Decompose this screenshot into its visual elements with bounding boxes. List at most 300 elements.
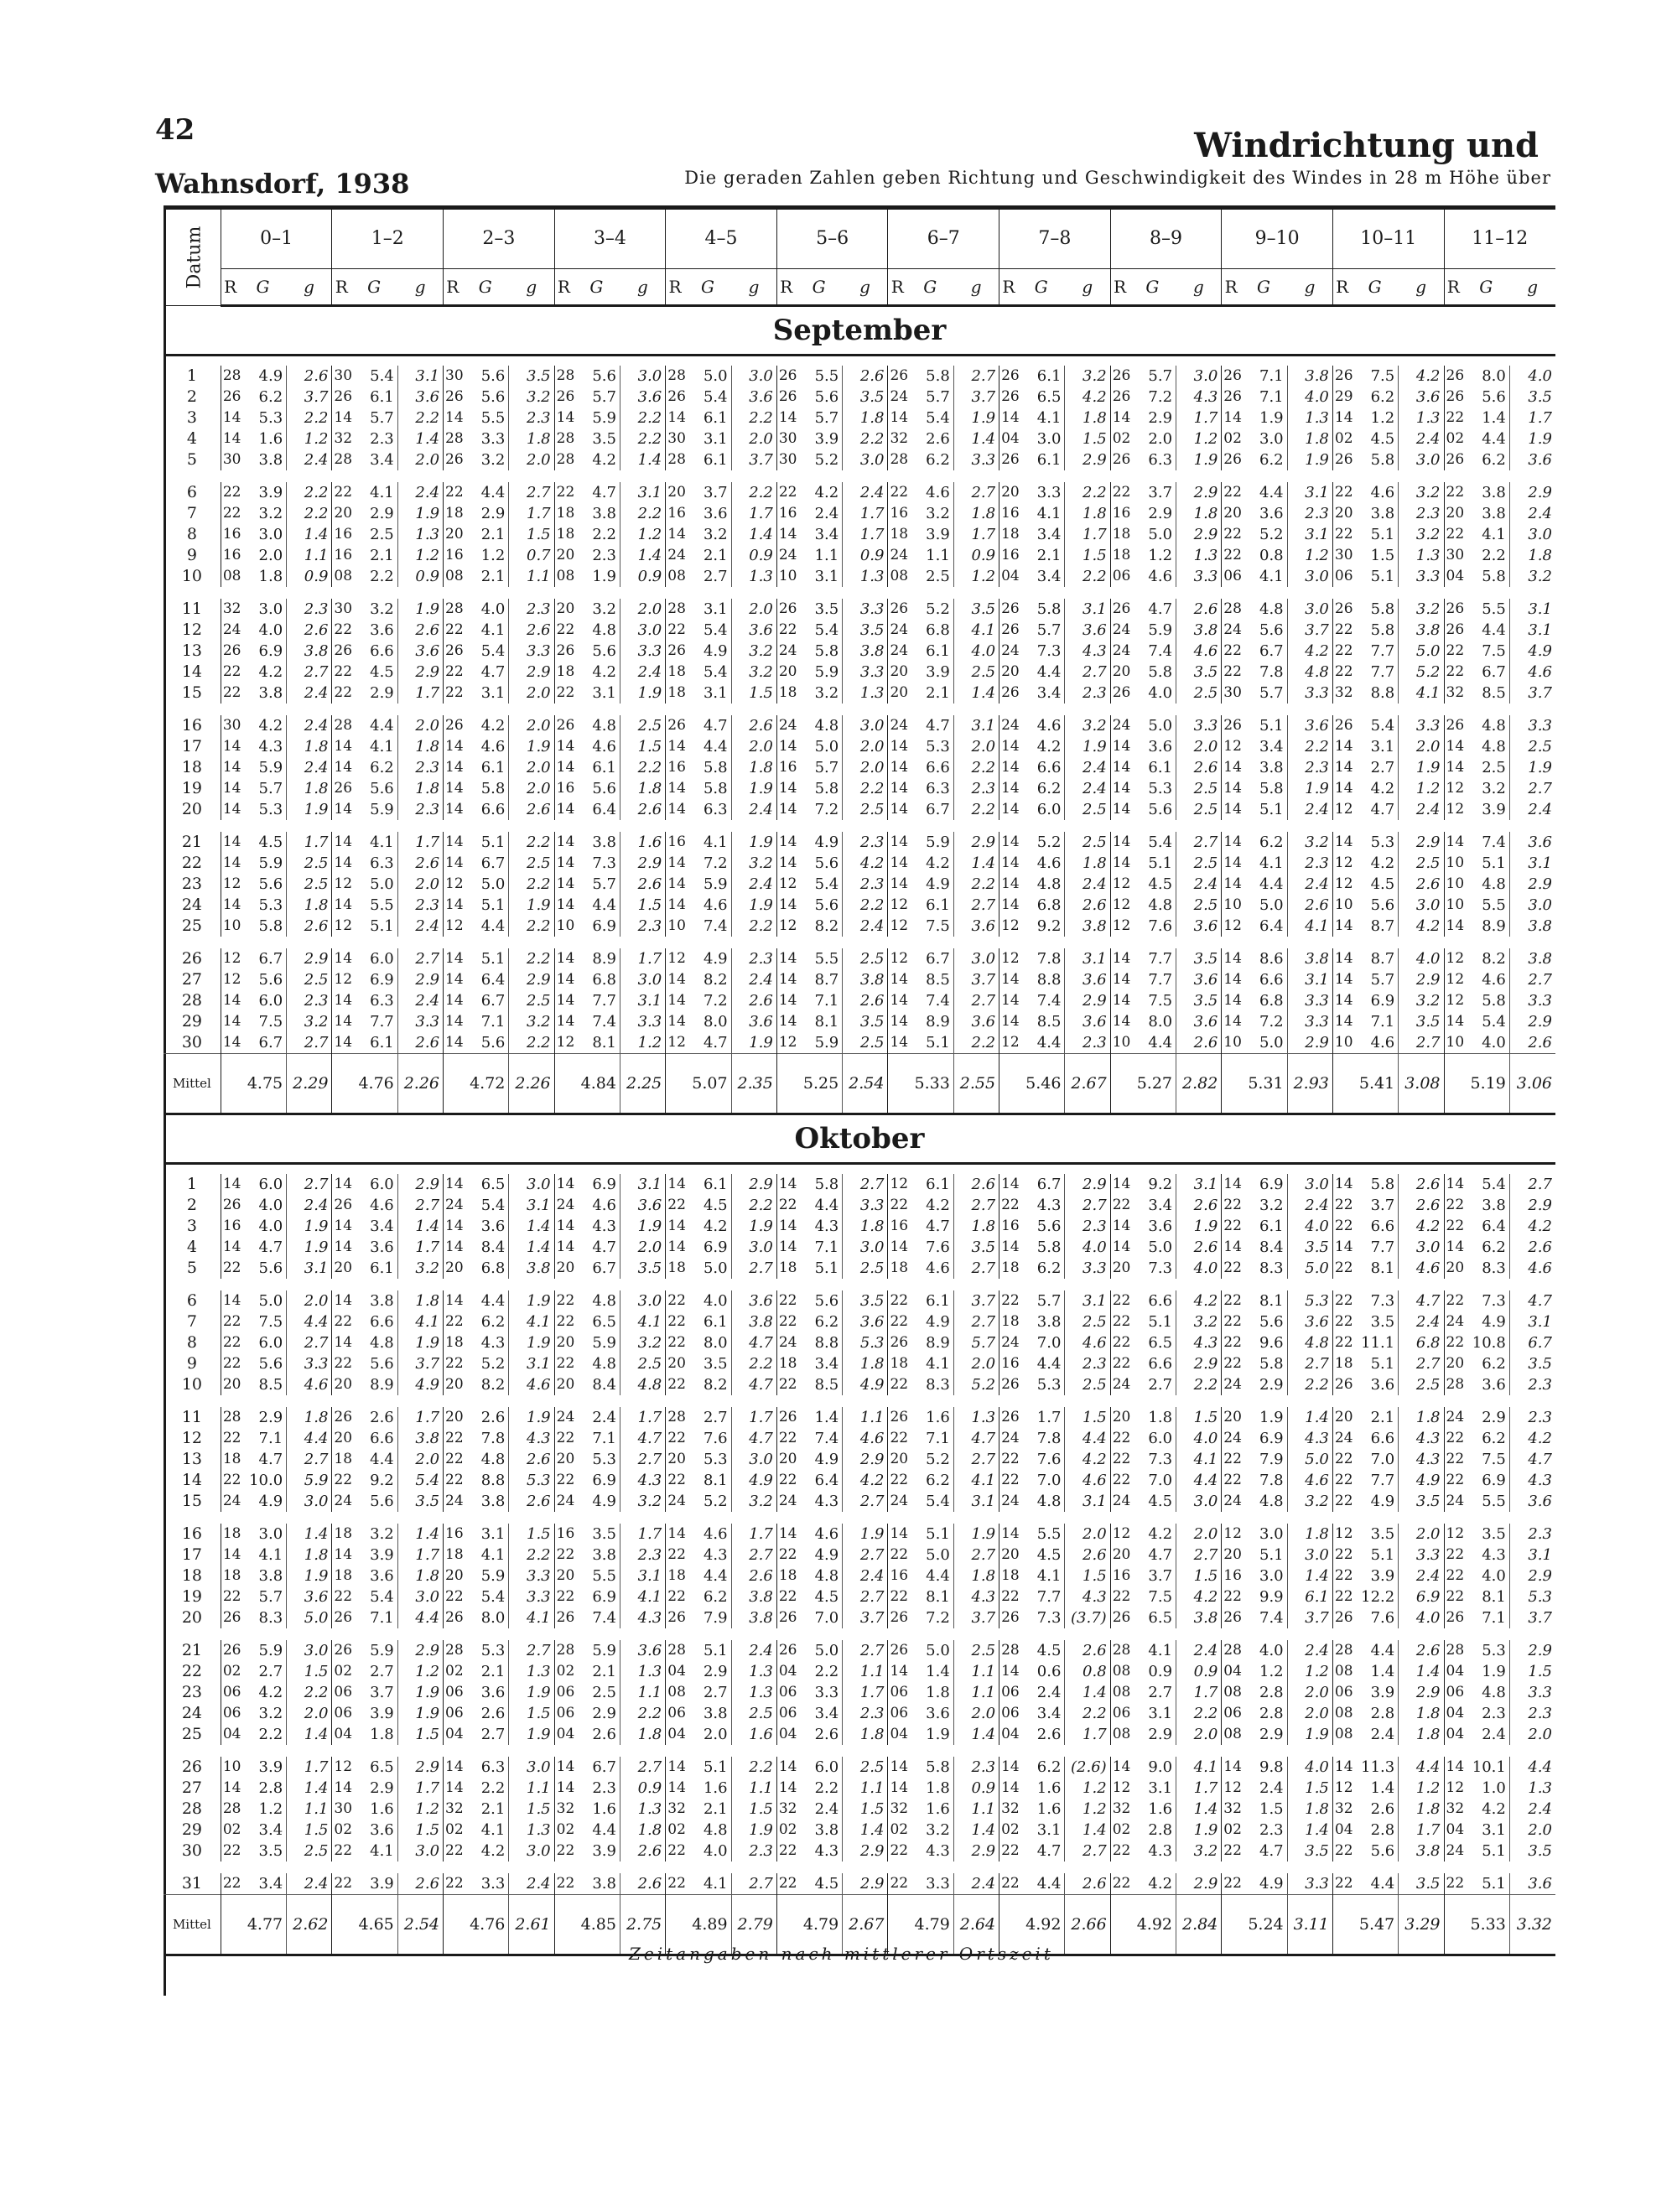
wind-speed-cell: 5.7 (592, 875, 616, 893)
day-number: 9 (186, 1354, 197, 1373)
wind-speed-cell: 4.1 (258, 1545, 283, 1564)
mean-direction-cell (1222, 1054, 1240, 1114)
wind-direction-cell: 06 (888, 1682, 906, 1703)
wind-direction-cell: 24 (888, 620, 906, 641)
ground-speed-header: g (1509, 269, 1555, 306)
wind-speed-cell: 2.1 (480, 567, 506, 585)
wind-direction-cell: 20 (221, 1374, 239, 1395)
wind-direction-cell: 12 (332, 874, 350, 895)
wind-speed-cell: 7.7 (592, 991, 616, 1010)
wind-speed-cell: 1.9 (1259, 408, 1284, 427)
wind-speed-cell: 4.5 (1036, 1545, 1062, 1564)
wind-direction-cell: 14 (888, 874, 906, 895)
wind-speed-cell: 4.5 (1370, 875, 1395, 893)
wind-speed-ground-cell: 2.4 (620, 662, 665, 683)
wind-speed-cell: 2.2 (370, 567, 394, 585)
wind-direction-cell: 14 (554, 832, 573, 853)
wind-speed-ground-cell: 2.7 (731, 1545, 776, 1566)
wind-speed-cell: 4.8 (592, 716, 616, 735)
wind-speed-cell: 3.9 (592, 1841, 616, 1860)
wind-speed-ground-cell: 1.3 (397, 524, 443, 545)
wind-speed-ground-cell: 4.0 (1287, 1216, 1332, 1237)
wind-speed-cell: 6.5 (480, 1175, 506, 1193)
wind-speed-cell: 4.5 (1148, 1492, 1173, 1510)
wind-speed-cell: 2.3 (1482, 1704, 1506, 1722)
wind-direction-cell: 22 (1222, 1353, 1240, 1374)
day-number: 23 (181, 1683, 202, 1701)
wind-speed-cell: 5.4 (370, 1587, 394, 1606)
wind-speed-ground-cell: 1.8 (397, 736, 443, 757)
wind-speed-ground-cell: 3.2 (1399, 482, 1444, 503)
wind-speed-cell: 6.9 (1482, 1471, 1506, 1489)
wind-direction-cell: 30 (332, 1799, 350, 1820)
wind-speed-ground-cell: 2.7 (953, 366, 999, 387)
wind-speed-cell: 8.3 (258, 1608, 283, 1627)
wind-speed-ground-cell: 2.7 (1399, 1353, 1444, 1374)
wind-speed-ground-cell: 2.9 (843, 1449, 888, 1470)
wind-speed-ground-cell: 4.1 (953, 620, 999, 641)
wind-speed-ground-cell: 2.5 (509, 990, 554, 1011)
day-number: 13 (181, 641, 202, 660)
wind-speed-cell: 5.6 (1370, 896, 1395, 914)
wind-speed-ground-cell: 1.5 (397, 1724, 443, 1745)
wind-speed-ground-cell: 2.0 (397, 715, 443, 736)
wind-speed-ground-cell: 1.8 (1399, 1799, 1444, 1820)
wind-speed-cell: 2.4 (1259, 1778, 1284, 1797)
direction-header: R (666, 269, 684, 306)
wind-speed-ground-cell: 2.3 (953, 778, 999, 799)
hour-header: 6–7 (888, 210, 999, 269)
wind-direction-cell: 12 (1444, 1778, 1462, 1799)
wind-speed-ground-cell: 3.2 (1065, 366, 1110, 387)
wind-speed-ground-cell: 1.8 (1065, 853, 1110, 874)
wind-speed-cell: 3.1 (1148, 1704, 1173, 1722)
wind-speed-ground-cell: 2.6 (287, 916, 332, 937)
wind-direction-cell: 14 (554, 948, 573, 969)
wind-speed-ground-cell: 4.2 (1399, 366, 1444, 387)
day-row (164, 1661, 1555, 1682)
ground-speed-header: g (1176, 269, 1222, 306)
day-number: 24 (181, 1704, 202, 1722)
mean-ground-speed-cell: 3.29 (1399, 1895, 1444, 1955)
wind-direction-cell: 22 (1332, 1332, 1351, 1353)
wind-direction-cell: 14 (1222, 853, 1240, 874)
wind-direction-cell: 14 (1332, 1757, 1351, 1778)
wind-speed-ground-cell: 2.3 (397, 895, 443, 916)
wind-speed-ground-cell: 3.0 (509, 1841, 554, 1862)
wind-speed-cell: 3.4 (258, 1820, 283, 1839)
day-number: 20 (181, 800, 202, 818)
wind-speed-cell: 4.0 (1482, 1566, 1506, 1585)
wind-speed-ground-cell: 2.2 (397, 408, 443, 428)
wind-direction-cell: 22 (332, 1841, 350, 1862)
wind-speed-ground-cell: 1.9 (731, 832, 776, 853)
day-number: 6 (186, 1291, 197, 1310)
wind-speed-ground-cell: 2.6 (1509, 1237, 1555, 1258)
wind-speed-ground-cell: 1.8 (953, 503, 999, 524)
wind-speed-ground-cell: 2.9 (1399, 1682, 1444, 1703)
wind-speed-ground-cell: 3.0 (1399, 1237, 1444, 1258)
wind-speed-ground-cell: 3.0 (731, 1449, 776, 1470)
wind-speed-ground-cell: 3.3 (953, 449, 999, 470)
wind-speed-cell: 6.3 (926, 779, 950, 797)
wind-direction-cell: 14 (1444, 832, 1462, 853)
wind-direction-cell: 22 (666, 1311, 684, 1332)
wind-speed-cell: 3.8 (592, 833, 616, 851)
wind-speed-cell: 5.8 (1036, 1238, 1062, 1256)
wind-speed-cell: 3.1 (814, 567, 839, 585)
wind-speed-ground-cell: 1.9 (1287, 449, 1332, 470)
wind-direction-cell: 22 (1222, 545, 1240, 566)
wind-speed-cell: 4.0 (703, 1841, 728, 1860)
wind-direction-cell: 06 (554, 1682, 573, 1703)
wind-direction-cell: 22 (1222, 1290, 1240, 1311)
wind-speed-ground-cell: 1.2 (1399, 778, 1444, 799)
wind-speed-ground-cell: 1.7 (843, 1682, 888, 1703)
wind-speed-cell: 3.6 (480, 1217, 506, 1235)
wind-speed-cell: 4.4 (480, 483, 506, 501)
wind-speed-cell: 4.7 (703, 716, 728, 735)
wind-direction-cell: 26 (666, 715, 684, 736)
wind-speed-ground-cell: 2.0 (397, 449, 443, 470)
wind-speed-cell: 3.4 (1259, 737, 1284, 756)
mean-label: Mittel (164, 1054, 221, 1114)
wind-speed-ground-cell: 3.3 (620, 1011, 665, 1032)
day-row (164, 1703, 1555, 1724)
wind-speed-cell: 4.6 (1370, 483, 1395, 501)
wind-speed-cell: 2.6 (480, 1704, 506, 1722)
wind-direction-cell: 16 (999, 545, 1018, 566)
day-row (164, 736, 1555, 757)
wind-direction-cell: 24 (444, 1491, 462, 1512)
wind-speed-ground-cell: 4.6 (1176, 641, 1222, 662)
wind-direction-cell: 22 (888, 1841, 906, 1862)
wind-speed-cell: 8.9 (592, 949, 616, 968)
wind-direction-cell: 14 (999, 757, 1018, 778)
wind-speed-ground-cell: 2.9 (1176, 1873, 1222, 1895)
wind-direction-cell: 26 (1110, 449, 1129, 470)
wind-speed-ground-cell: 4.0 (1176, 1258, 1222, 1279)
wind-speed-ground-cell: 2.6 (287, 620, 332, 641)
wind-direction-cell: 26 (221, 1607, 239, 1628)
wind-speed-cell: 3.8 (814, 1820, 839, 1839)
wind-direction-cell: 18 (444, 1332, 462, 1353)
wind-speed-ground-cell: 2.6 (1176, 1237, 1222, 1258)
wind-speed-cell: 1.4 (926, 1662, 950, 1680)
wind-speed-ground-cell: 4.4 (1399, 1757, 1444, 1778)
wind-direction-cell: 08 (1222, 1724, 1240, 1745)
wind-direction-cell: 14 (221, 1545, 239, 1566)
wind-speed-cell: 6.2 (1482, 1429, 1506, 1447)
wind-direction-cell: 22 (999, 1586, 1018, 1607)
wind-direction-cell: 10 (1444, 874, 1462, 895)
wind-speed-ground-cell: 2.2 (620, 757, 665, 778)
wind-direction-cell: 10 (1222, 1032, 1240, 1054)
wind-direction-cell: 24 (554, 1491, 573, 1512)
wind-speed-ground-cell: 2.4 (843, 482, 888, 503)
wind-direction-cell: 14 (666, 1174, 684, 1195)
wind-speed-cell: 4.0 (703, 1291, 728, 1310)
wind-speed-cell: 3.6 (370, 1820, 394, 1839)
wind-speed-ground-cell: 2.2 (1176, 1374, 1222, 1395)
wind-speed-cell: 1.9 (592, 567, 616, 585)
wind-speed-ground-cell: 2.7 (287, 1449, 332, 1470)
wind-direction-cell: 26 (888, 1607, 906, 1628)
group-gap (164, 1628, 1555, 1640)
wind-direction-cell: 14 (1110, 799, 1129, 820)
wind-speed-ground-cell: 3.6 (620, 1195, 665, 1216)
wind-speed-cell: 2.9 (1148, 408, 1173, 427)
wind-speed-cell: 6.9 (1259, 1429, 1284, 1447)
wind-speed-ground-cell: 3.5 (1176, 948, 1222, 969)
wind-speed-ground-cell: 3.3 (1509, 1682, 1555, 1703)
day-row (164, 641, 1555, 662)
wind-speed-ground-cell: 1.4 (953, 853, 999, 874)
day-row (164, 1841, 1555, 1862)
wind-speed-cell: 11.3 (1361, 1758, 1395, 1776)
wind-speed-ground-cell: 2.7 (1399, 1032, 1444, 1054)
wind-speed-ground-cell: 3.5 (1287, 1841, 1332, 1862)
wind-speed-cell: 5.8 (703, 779, 728, 797)
wind-speed-cell: 5.4 (703, 621, 728, 639)
wind-direction-cell: 14 (888, 832, 906, 853)
wind-direction-cell: 32 (999, 1799, 1018, 1820)
wind-direction-cell: 14 (1110, 853, 1129, 874)
wind-speed-ground-cell: 1.5 (1176, 1566, 1222, 1586)
wind-speed-ground-cell: 4.1 (953, 1470, 999, 1491)
wind-speed-ground-cell: 2.6 (1176, 1195, 1222, 1216)
wind-direction-cell: 28 (221, 366, 239, 387)
day-number: 18 (181, 1566, 202, 1585)
wind-speed-ground-cell: 2.2 (1065, 1703, 1110, 1724)
wind-direction-cell: 08 (666, 566, 684, 587)
wind-speed-cell: 5.7 (1036, 621, 1062, 639)
speed-header: G (906, 269, 953, 306)
wind-speed-cell: 3.2 (258, 1704, 283, 1722)
wind-speed-ground-cell: 2.4 (843, 1566, 888, 1586)
wind-direction-cell: 06 (1222, 1703, 1240, 1724)
wind-speed-cell: 4.2 (480, 1841, 506, 1860)
wind-speed-ground-cell: 3.1 (953, 715, 999, 736)
wind-speed-cell: 4.6 (926, 1259, 950, 1277)
wind-speed-ground-cell: 3.5 (953, 599, 999, 620)
wind-direction-cell: 14 (1222, 990, 1240, 1011)
wind-speed-cell: 3.4 (1036, 525, 1062, 543)
wind-direction-cell: 28 (444, 1640, 462, 1661)
wind-speed-ground-cell: 3.5 (1399, 1011, 1444, 1032)
wind-speed-ground-cell: 3.0 (1509, 524, 1555, 545)
wind-speed-ground-cell: 2.5 (1509, 736, 1555, 757)
wind-speed-cell: 3.4 (814, 1704, 839, 1722)
wind-speed-cell: 4.5 (258, 833, 283, 851)
wind-speed-ground-cell: 3.6 (953, 1011, 999, 1032)
wind-speed-cell: 7.6 (1370, 1608, 1395, 1627)
wind-speed-cell: 4.4 (592, 896, 616, 914)
wind-speed-ground-cell: 3.3 (509, 1566, 554, 1586)
wind-speed-ground-cell: 1.7 (843, 503, 888, 524)
wind-speed-ground-cell: 2.7 (397, 948, 443, 969)
wind-direction-cell: 08 (1332, 1724, 1351, 1745)
wind-speed-cell: 6.2 (926, 450, 950, 469)
day-number: 9 (186, 546, 197, 564)
wind-direction-cell: 02 (444, 1661, 462, 1682)
wind-speed-ground-cell: 2.9 (397, 1757, 443, 1778)
wind-speed-cell: 7.1 (258, 1429, 283, 1447)
wind-direction-cell: 26 (1222, 715, 1240, 736)
wind-speed-cell: 4.6 (1148, 567, 1173, 585)
wind-speed-cell: 6.2 (703, 1587, 728, 1606)
wind-speed-cell: 2.8 (1370, 1820, 1395, 1839)
wind-speed-cell: 5.1 (1370, 567, 1395, 585)
wind-speed-cell: 9.2 (1036, 916, 1062, 935)
wind-direction-cell: 14 (332, 853, 350, 874)
wind-direction-cell: 16 (444, 545, 462, 566)
wind-direction-cell: 22 (444, 1428, 462, 1449)
wind-direction-cell: 04 (1332, 1820, 1351, 1841)
wind-speed-cell: 5.5 (1036, 1524, 1062, 1543)
wind-speed-cell: 10.8 (1472, 1333, 1506, 1352)
wind-direction-cell: 18 (999, 1566, 1018, 1586)
wind-direction-cell: 14 (999, 874, 1018, 895)
wind-speed-ground-cell: 1.9 (397, 1703, 443, 1724)
wind-direction-cell: 14 (332, 1237, 350, 1258)
wind-speed-ground-cell: 2.0 (1509, 1724, 1555, 1745)
wind-speed-cell: 4.4 (1036, 1354, 1062, 1373)
wind-speed-cell: 5.2 (703, 1492, 728, 1510)
wind-direction-cell: 22 (1444, 1216, 1462, 1237)
wind-speed-ground-cell: 1.4 (731, 524, 776, 545)
wind-speed-ground-cell: 2.0 (1399, 736, 1444, 757)
wind-speed-ground-cell: 2.3 (397, 799, 443, 820)
wind-direction-cell: 24 (776, 1491, 795, 1512)
wind-speed-cell: 6.2 (1370, 387, 1395, 406)
wind-speed-ground-cell: 2.3 (1509, 1407, 1555, 1428)
wind-speed-cell: 3.2 (480, 450, 506, 469)
wind-speed-cell: 5.1 (1259, 1545, 1284, 1564)
wind-speed-cell: 8.7 (814, 970, 839, 989)
day-number: 5 (186, 450, 197, 469)
wind-speed-ground-cell: 3.6 (620, 387, 665, 408)
wind-speed-cell: 8.2 (703, 1375, 728, 1394)
wind-speed-ground-cell: 1.9 (397, 503, 443, 524)
wind-speed-cell: 2.2 (592, 525, 616, 543)
wind-speed-ground-cell: 4.3 (1176, 387, 1222, 408)
wind-speed-cell: 5.1 (1148, 1312, 1173, 1331)
wind-speed-cell: 3.4 (370, 1217, 394, 1235)
wind-speed-ground-cell: 4.6 (509, 1374, 554, 1395)
mean-speed-cell: 4.92 (1018, 1895, 1065, 1955)
wind-direction-cell: 26 (332, 641, 350, 662)
group-gap (164, 1862, 1555, 1873)
wind-direction-cell: 14 (554, 799, 573, 820)
wind-speed-ground-cell: 2.4 (1287, 874, 1332, 895)
wind-direction-cell: 14 (444, 736, 462, 757)
group-gap-row (164, 1862, 1555, 1873)
wind-speed-cell: 5.6 (480, 1033, 506, 1051)
wind-direction-cell: 12 (1332, 799, 1351, 820)
wind-speed-cell: 1.8 (370, 1725, 394, 1743)
wind-speed-ground-cell: 5.3 (509, 1470, 554, 1491)
wind-direction-cell: 22 (1222, 1216, 1240, 1237)
wind-speed-cell: 4.7 (1036, 1841, 1062, 1860)
wind-speed-cell: 5.3 (258, 896, 283, 914)
wind-speed-ground-cell: 2.4 (1509, 503, 1555, 524)
wind-direction-cell: 26 (332, 1607, 350, 1628)
day-row (164, 715, 1555, 736)
wind-direction-cell: 16 (554, 1524, 573, 1545)
wind-direction-cell: 14 (776, 1757, 795, 1778)
mean-ground-speed-cell: 2.61 (509, 1895, 554, 1955)
wind-speed-ground-cell: 1.8 (287, 778, 332, 799)
wind-direction-cell: 32 (776, 1799, 795, 1820)
wind-direction-cell: 12 (1444, 990, 1462, 1011)
mean-speed-cell: 5.27 (1129, 1054, 1176, 1114)
wind-speed-ground-cell: 3.2 (1287, 1491, 1332, 1512)
wind-speed-cell: 4.3 (814, 1492, 839, 1510)
wind-direction-cell: 04 (554, 1724, 573, 1745)
wind-speed-cell: 6.1 (703, 408, 728, 427)
wind-direction-cell: 22 (1222, 1449, 1240, 1470)
wind-speed-cell: 3.9 (926, 525, 950, 543)
wind-speed-cell: 4.8 (814, 716, 839, 735)
day-row (164, 1353, 1555, 1374)
wind-direction-cell: 14 (444, 1174, 462, 1195)
wind-speed-ground-cell: 4.3 (1065, 1586, 1110, 1607)
wind-direction-cell: 14 (1332, 948, 1351, 969)
day-number: 20 (181, 1608, 202, 1627)
wind-speed-ground-cell: 4.8 (1287, 1332, 1332, 1353)
wind-speed-ground-cell: 3.1 (509, 1353, 554, 1374)
wind-speed-ground-cell: 3.5 (1399, 1873, 1444, 1895)
wind-direction-cell: 24 (221, 620, 239, 641)
wind-direction-cell: 12 (1332, 853, 1351, 874)
wind-speed-cell: 6.4 (1482, 1217, 1506, 1235)
wind-speed-cell: 3.8 (592, 1874, 616, 1893)
wind-direction-cell: 22 (1332, 1491, 1351, 1512)
wind-direction-cell: 20 (554, 1374, 573, 1395)
wind-speed-cell: 1.5 (1259, 1799, 1284, 1818)
wind-speed-cell: 1.4 (1370, 1778, 1395, 1797)
day-number: 5 (186, 1259, 197, 1277)
wind-speed-cell: 5.7 (1036, 1291, 1062, 1310)
wind-speed-ground-cell: 3.5 (397, 1491, 443, 1512)
wind-speed-ground-cell: 1.7 (1509, 408, 1555, 428)
wind-direction-cell: 14 (332, 1545, 350, 1566)
wind-speed-cell: 1.8 (1148, 1408, 1173, 1426)
wind-speed-cell: 4.2 (258, 662, 283, 681)
wind-direction-cell: 08 (1110, 1682, 1129, 1703)
wind-speed-ground-cell: 2.9 (1287, 1032, 1332, 1054)
wind-speed-ground-cell: 4.6 (1399, 1258, 1444, 1279)
wind-speed-cell: 6.2 (1036, 779, 1062, 797)
wind-speed-cell: 4.8 (1036, 875, 1062, 893)
wind-direction-cell: 28 (666, 1640, 684, 1661)
wind-speed-ground-cell: 4.9 (731, 1470, 776, 1491)
group-gap-row (164, 470, 1555, 482)
wind-speed-cell: 6.5 (1148, 1333, 1173, 1352)
group-gap (164, 937, 1555, 948)
wind-table (164, 210, 1555, 1956)
group-gap (164, 704, 1555, 715)
wind-speed-cell: 5.2 (926, 1450, 950, 1468)
wind-direction-cell: 26 (888, 1332, 906, 1353)
wind-speed-cell: 8.1 (926, 1587, 950, 1606)
wind-speed-cell: 7.8 (480, 1429, 506, 1447)
wind-speed-ground-cell: 3.5 (1399, 1491, 1444, 1512)
wind-speed-ground-cell: 1.7 (397, 1545, 443, 1566)
wind-direction-cell: 22 (1332, 524, 1351, 545)
wind-speed-cell: 3.8 (258, 1566, 283, 1585)
